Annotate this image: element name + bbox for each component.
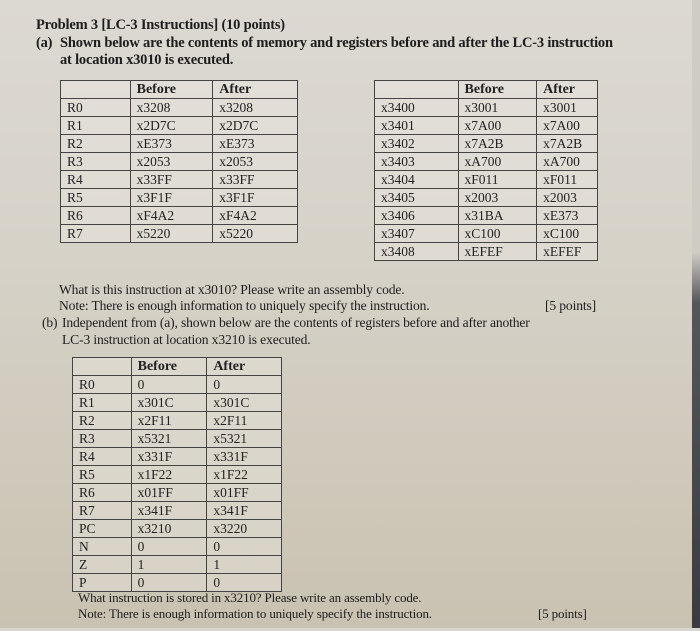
after-value-cell: x1F22 <box>207 466 282 484</box>
column-header: After <box>537 81 598 99</box>
register-row <box>61 153 298 171</box>
column-header: Before <box>458 81 537 99</box>
before-value-cell: x31BA <box>458 207 537 225</box>
before-value-cell: 0 <box>131 376 207 394</box>
before-value-cell: x2003 <box>458 189 537 207</box>
column-header <box>61 81 131 99</box>
after-value-cell: x2D7C <box>213 117 298 135</box>
row-label-cell: x3400 <box>375 99 459 117</box>
after-value-cell: 1 <box>207 556 282 574</box>
part-b-note: Note: There is enough information to uniquely specify the instruction. <box>78 606 432 621</box>
before-value-cell: x3210 <box>131 520 207 538</box>
after-value-cell: xF4A2 <box>213 207 298 225</box>
before-value-cell: 0 <box>131 574 207 592</box>
part-a-memory-table <box>374 80 598 261</box>
after-value-cell: xA700 <box>537 153 598 171</box>
part-a-intro-line2: at location x3010 is executed. <box>60 52 234 68</box>
table-header-row <box>61 81 298 99</box>
before-value-cell: xEFEF <box>458 243 537 261</box>
after-value-cell: x341F <box>207 502 282 520</box>
part-b-question: What instruction is stored in x3210? Please write an assembly code. <box>78 590 422 605</box>
part-b-register-table <box>72 357 282 592</box>
register-row <box>73 484 282 502</box>
register-row <box>73 520 282 538</box>
before-value-cell: x7A2B <box>458 135 537 153</box>
before-value-cell: 1 <box>131 556 207 574</box>
row-label-cell: R7 <box>61 225 131 243</box>
after-value-cell: x7A2B <box>537 135 598 153</box>
register-row <box>61 189 298 207</box>
memory-row <box>375 99 598 117</box>
after-value-cell: x7A00 <box>537 117 598 135</box>
register-row <box>73 502 282 520</box>
before-value-cell: x2F11 <box>131 412 207 430</box>
before-value-cell: 0 <box>131 538 207 556</box>
register-row <box>73 412 282 430</box>
after-value-cell: xF011 <box>537 171 598 189</box>
column-header <box>375 81 459 99</box>
after-value-cell: x2003 <box>537 189 598 207</box>
after-value-cell: x2F11 <box>207 412 282 430</box>
register-row <box>73 430 282 448</box>
before-value-cell: x341F <box>131 502 207 520</box>
before-value-cell: x331F <box>131 448 207 466</box>
before-value-cell: xC100 <box>458 225 537 243</box>
register-row <box>61 207 298 225</box>
after-value-cell: 0 <box>207 538 282 556</box>
memory-row <box>375 207 598 225</box>
after-value-cell: x33FF <box>213 171 298 189</box>
register-row <box>73 376 282 394</box>
memory-row <box>375 225 598 243</box>
part-a-points: [5 points] <box>545 298 596 313</box>
row-label-cell: R2 <box>73 412 132 430</box>
row-label-cell: R2 <box>61 135 131 153</box>
column-header: Before <box>130 81 213 99</box>
after-value-cell: xEFEF <box>537 243 598 261</box>
before-value-cell: x5220 <box>130 225 213 243</box>
register-row <box>73 556 282 574</box>
background-edge <box>692 0 700 631</box>
before-value-cell: xA700 <box>458 153 537 171</box>
part-b-intro-line2: LC-3 instruction at location x3210 is executed. <box>62 332 311 347</box>
table-header-row <box>375 81 598 99</box>
part-b-intro-line1 <box>62 315 530 331</box>
part-b-label: (b) <box>42 315 58 330</box>
part-a-label: (a) <box>36 35 53 51</box>
register-row <box>73 466 282 484</box>
before-value-cell: x3208 <box>130 99 213 117</box>
row-label-cell: R5 <box>73 466 132 484</box>
register-row <box>73 538 282 556</box>
column-header: Before <box>131 358 207 376</box>
row-label-cell: x3404 <box>375 171 459 189</box>
before-value-cell: x3F1F <box>130 189 213 207</box>
row-label-cell: R6 <box>61 207 131 225</box>
row-label-cell: x3406 <box>375 207 459 225</box>
after-value-cell: x3001 <box>537 99 598 117</box>
before-value-cell: xE373 <box>130 135 213 153</box>
memory-row <box>375 153 598 171</box>
register-row <box>61 225 298 243</box>
register-row <box>61 135 298 153</box>
after-value-cell: xE373 <box>537 207 598 225</box>
row-label-cell: R5 <box>61 189 131 207</box>
register-row <box>61 99 298 117</box>
row-label-cell: N <box>73 538 132 556</box>
memory-row <box>375 189 598 207</box>
before-value-cell: x7A00 <box>458 117 537 135</box>
row-label-cell: R1 <box>61 117 131 135</box>
row-label-cell: x3401 <box>375 117 459 135</box>
row-label-cell: R0 <box>73 376 132 394</box>
row-label-cell: R0 <box>61 99 131 117</box>
after-value-cell: x3220 <box>207 520 282 538</box>
before-value-cell: xF011 <box>458 171 537 189</box>
row-label-cell: P <box>73 574 132 592</box>
after-value-cell: xC100 <box>537 225 598 243</box>
before-value-cell: x5321 <box>131 430 207 448</box>
part-a-question: What is this instruction at x3010? Please write an assembly code. <box>59 282 405 297</box>
after-value-cell: x331F <box>207 448 282 466</box>
row-label-cell: R6 <box>73 484 132 502</box>
row-label-cell: R4 <box>73 448 132 466</box>
register-row <box>61 171 298 189</box>
row-label-cell: x3408 <box>375 243 459 261</box>
after-value-cell: xE373 <box>213 135 298 153</box>
part-b-points: [5 points] <box>538 606 587 621</box>
after-value-cell: 0 <box>207 574 282 592</box>
table-header-row <box>73 358 282 376</box>
after-value-cell: x3F1F <box>213 189 298 207</box>
after-value-cell: x5321 <box>207 430 282 448</box>
memory-row <box>375 171 598 189</box>
before-value-cell: x3001 <box>458 99 537 117</box>
after-value-cell: x3208 <box>213 99 298 117</box>
before-value-cell: x2D7C <box>130 117 213 135</box>
register-row <box>61 117 298 135</box>
part-a-register-table <box>60 80 298 243</box>
row-label-cell: x3407 <box>375 225 459 243</box>
row-label-cell: Z <box>73 556 132 574</box>
problem-title: Problem 3 [LC-3 Instructions] (10 points) <box>36 17 285 33</box>
part-a-intro-line1: Shown below are the contents of memory and registers before and after the LC-3 instruction <box>60 35 613 51</box>
before-value-cell: x301C <box>131 394 207 412</box>
row-label-cell: R3 <box>61 153 131 171</box>
before-value-cell: xF4A2 <box>130 207 213 225</box>
after-value-cell: x5220 <box>213 225 298 243</box>
before-value-cell: x2053 <box>130 153 213 171</box>
register-row <box>73 574 282 592</box>
after-value-cell: x01FF <box>207 484 282 502</box>
column-header: After <box>213 81 298 99</box>
register-row <box>73 394 282 412</box>
row-label-cell: R4 <box>61 171 131 189</box>
part-a-note: Note: There is enough information to uniquely specify the instruction. <box>59 298 430 313</box>
column-header: After <box>207 358 282 376</box>
before-value-cell: x1F22 <box>131 466 207 484</box>
part-b-intro-text: Independent from (a), shown below are the contents of registers before and after another <box>62 315 530 330</box>
row-label-cell: R7 <box>73 502 132 520</box>
before-value-cell: x01FF <box>131 484 207 502</box>
after-value-cell: x2053 <box>213 153 298 171</box>
row-label-cell: PC <box>73 520 132 538</box>
row-label-cell: R3 <box>73 430 132 448</box>
row-label-cell: R1 <box>73 394 132 412</box>
after-value-cell: 0 <box>207 376 282 394</box>
memory-row <box>375 117 598 135</box>
row-label-cell: x3405 <box>375 189 459 207</box>
column-header <box>73 358 132 376</box>
before-value-cell: x33FF <box>130 171 213 189</box>
row-label-cell: x3403 <box>375 153 459 171</box>
row-label-cell: x3402 <box>375 135 459 153</box>
register-row <box>73 448 282 466</box>
memory-row <box>375 135 598 153</box>
after-value-cell: x301C <box>207 394 282 412</box>
memory-row <box>375 243 598 261</box>
